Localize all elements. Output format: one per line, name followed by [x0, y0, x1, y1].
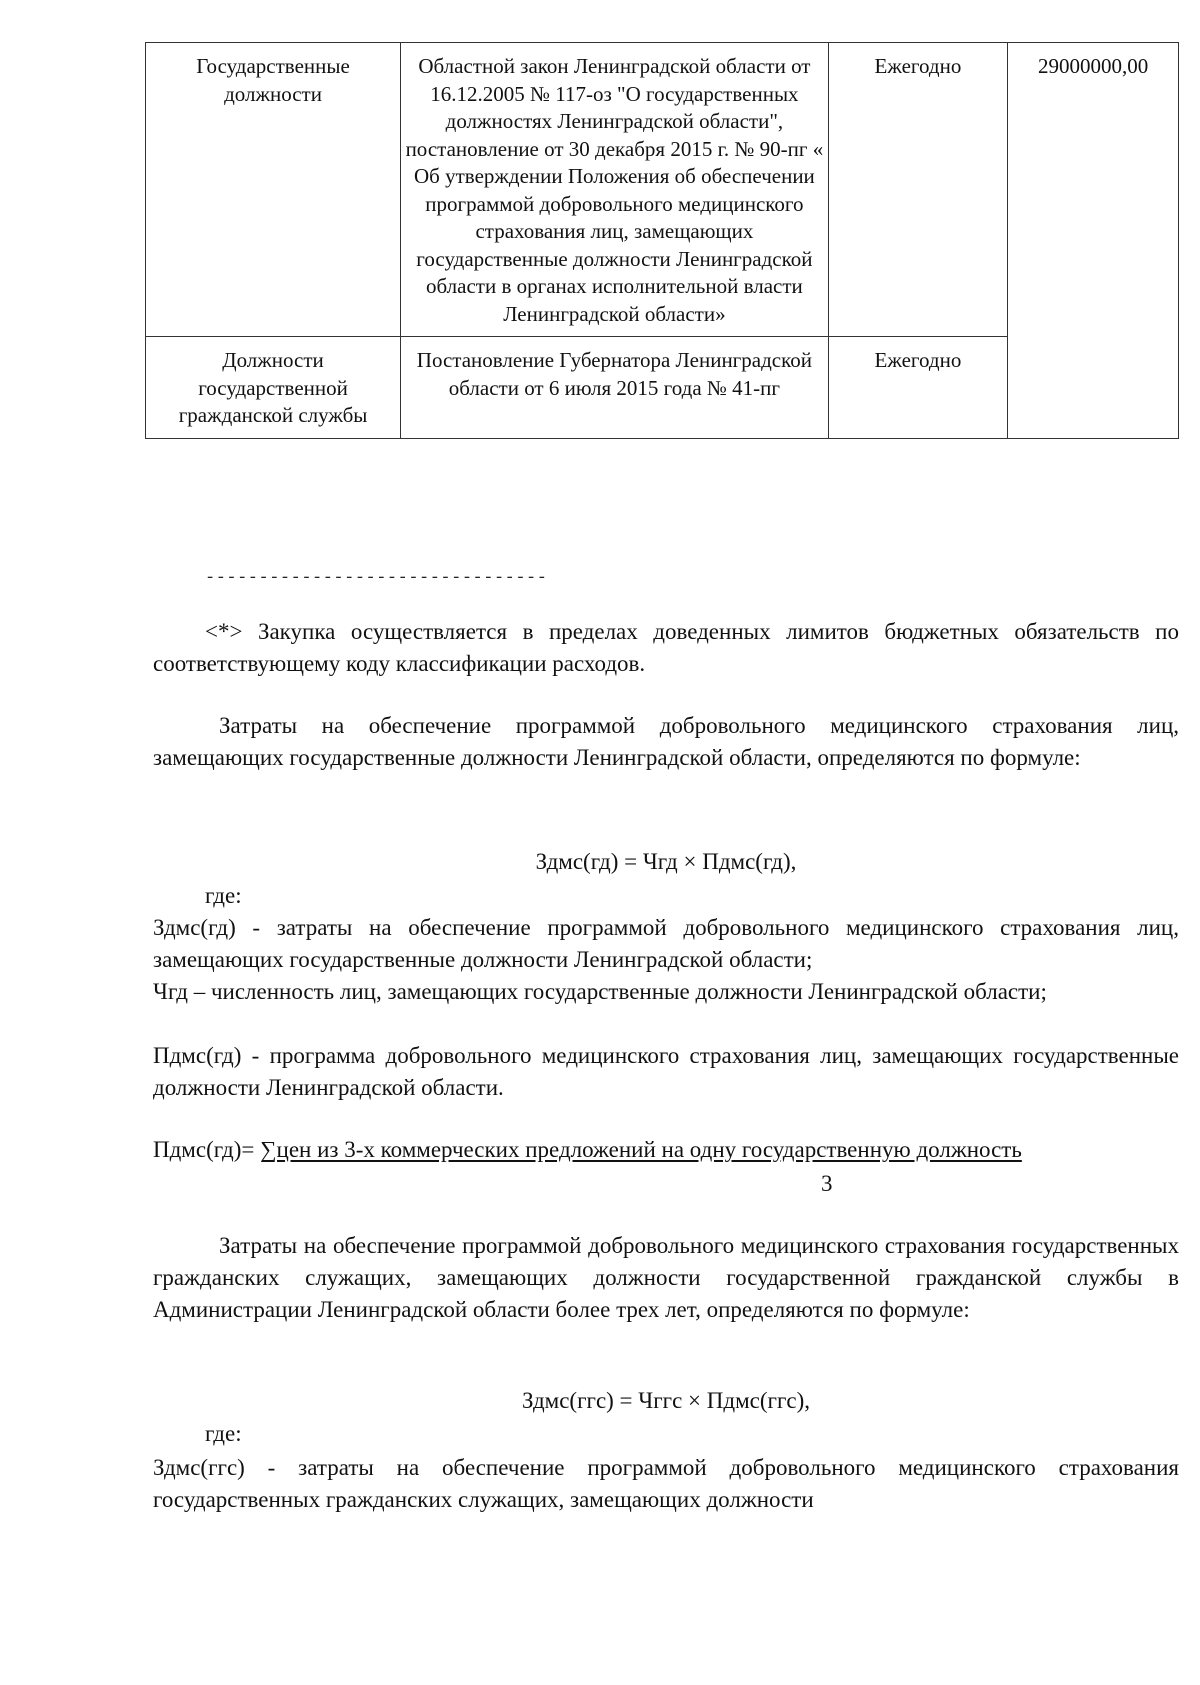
section1-def-pdms: Пдмс(гд) - программа добровольного медицинского страхования лиц, замещающих государственные должности Ленинградской области.	[153, 1043, 1179, 1100]
table-cell-frequency: Ежегодно	[828, 43, 1007, 337]
table-cell-position: Должности государственной гражданской службы	[146, 337, 401, 439]
section2-intro: Затраты на обеспечение программой добровольного медицинского страхования государственных гражданских служащих, замещающих должности государственной гражданской службы в Администрации Ленинградской области более трех лет, определяются по формуле:	[153, 1233, 1179, 1322]
table-cell-amount: 29000000,00	[1008, 43, 1179, 439]
expenses-table	[145, 42, 1179, 439]
table-row	[146, 43, 1179, 337]
footnote-text: <*> Закупка осуществляется в пределах доведенных лимитов бюджетных обязательств по соответствующему коду классификации расходов.	[153, 619, 1179, 676]
table-cell-position: Государственные должности	[146, 43, 401, 337]
footnote-separator: --------------------------------	[205, 569, 548, 588]
section2-formula: Здмс(ггс) = Чггс × Пдмс(ггс),	[522, 1388, 810, 1413]
table-cell-basis: Областной закон Ленинградской области от 16.12.2005 № 117-оз "О государственных должностях Ленинградской области", постановление от 30 декабря 2015 г. № 90-пг « Об утверждении Положения об обеспечении программой добровольного медицинского страхования лиц, замещающих государственные должности Ленинградской области в органах исполнительной власти Ленинградской области»	[401, 43, 829, 337]
table-cell-basis: Постановление Губернатора Ленинградской области от 6 июля 2015 года № 41-пг	[401, 337, 829, 439]
section2-where: где:	[205, 1421, 242, 1446]
section1-fraction	[153, 1134, 1179, 1166]
section1-intro: Затраты на обеспечение программой добровольного медицинского страхования лиц, замещающих государственные должности Ленинградской области, определяются по формуле:	[153, 713, 1179, 770]
table-cell-frequency: Ежегодно	[828, 337, 1007, 439]
fraction-lhs: Пдмс(гд)=	[153, 1137, 261, 1162]
fraction-denominator: 3	[821, 1171, 833, 1196]
section1-def-chgd: Чгд – численность лиц, замещающих государственные должности Ленинградской области;	[153, 979, 1047, 1004]
section2-def-zdms: Здмс(ггс) - затраты на обеспечение программой добровольного медицинского страхования государственных гражданских служащих, замещающих должности	[153, 1455, 1179, 1512]
fraction-numerator: ∑цен из 3-х коммерческих предложений на одну государственную должность	[260, 1137, 1022, 1162]
section1-where: где:	[205, 883, 242, 908]
section1-def-zdms: Здмс(гд) - затраты на обеспечение программой добровольного медицинского страхования лиц, замещающих государственные должности Ленинградской области;	[153, 915, 1179, 972]
section1-formula: Здмс(гд) = Чгд × Пдмс(гд),	[535, 849, 797, 874]
